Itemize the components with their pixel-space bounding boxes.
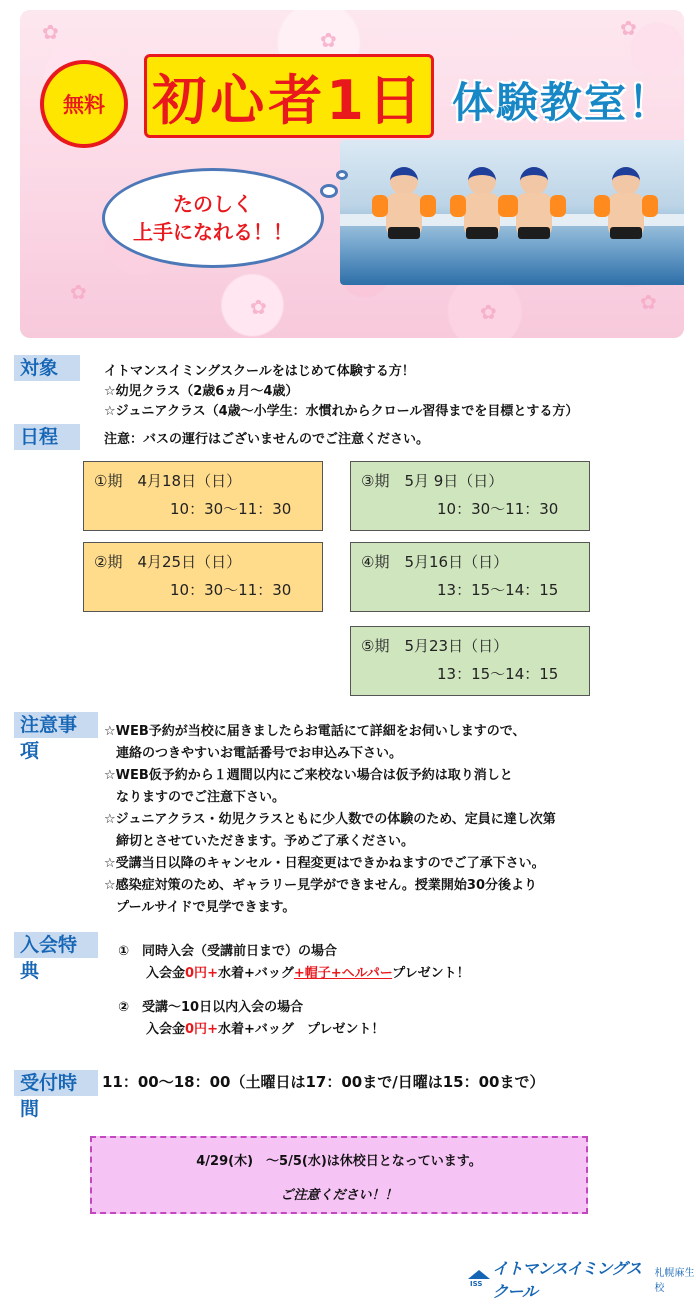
bubble-line: たのしく (173, 192, 253, 216)
slot-date: ②期 4月25日（日） (94, 553, 242, 571)
slot-date: ③期 5月 9日（日） (361, 472, 504, 490)
thought-dot (320, 184, 338, 198)
headline: 初心者1日 (144, 54, 434, 138)
schedule-slot (83, 542, 323, 612)
bubble-line: 上手になれる！！ (133, 220, 293, 244)
note-line: プールサイドで見学できます。 (116, 900, 296, 915)
slot-date: ⑤期 5月23日（日） (361, 637, 509, 655)
target-line: ☆幼児クラス（2歳6ヵ月～4歳） (104, 384, 299, 399)
cherry-blossom-icon: ✿ (620, 16, 637, 40)
reception-hours: 11：00～18：00（土曜日は17：00まで/日曜は15：00まで） (102, 1073, 545, 1091)
note-line: 連絡のつきやすいお電話番号でお申込み下さい。 (116, 746, 403, 761)
schedule-note: 注意：バスの運行はございませんのでご注意ください。 (104, 432, 430, 447)
slot-time: 10：30～11：30 (170, 581, 292, 599)
holiday-notice (90, 1136, 588, 1214)
slot-date: ①期 4月18日（日） (94, 472, 242, 490)
schedule-slot (83, 461, 323, 531)
section-label-benefits: 入会特典 (14, 932, 98, 958)
branch-name: 札幌麻生校 (654, 1268, 695, 1294)
slot-time: 13：15～14：15 (437, 581, 559, 599)
slot-date: ④期 5月16日（日） (361, 553, 509, 571)
note-line: ☆WEB仮予約から１週間以内にご来校ない場合は仮予約は取り消しと (104, 768, 513, 783)
note-line: ☆受講当日以降のキャンセル・日程変更はできかねますのでご了承下さい。 (104, 856, 545, 871)
note-line: ☆ジュニアクラス・幼児クラスともに少人数での体験のため、定員に達し次第 (104, 812, 556, 827)
thought-dot (336, 170, 348, 180)
thought-bubble (102, 168, 324, 268)
benefit-detail: 入会金0円+水着+バッグ プレゼント！ (146, 1022, 385, 1037)
target-line: ☆ジュニアクラス（4歳～小学生：水慣れからクロール習得までを目標とする方） (104, 404, 579, 419)
notice-line: 4/29(木) ～5/5(水)は休校日となっています。 (196, 1154, 482, 1169)
benefit-detail: 入会金0円+水着+バッグ+帽子+ヘルパープレゼント！ (146, 966, 470, 981)
target-line: イトマンスイミングスクールをはじめて体験する方！ (104, 364, 415, 379)
benefit-title: ② 受講～10日以内入会の場合 (118, 1000, 304, 1015)
note-line: ☆感染症対策のため、ギャラリー見学ができません。授業開始30分後より (104, 878, 538, 893)
brand-name: イトマンスイミングスクール (492, 1259, 641, 1301)
hero-banner (20, 10, 684, 338)
cherry-blossom-icon: ✿ (320, 28, 337, 52)
free-badge: 無料 (40, 60, 128, 148)
cherry-blossom-icon: ✿ (42, 20, 59, 44)
schedule-slot (350, 626, 590, 696)
note-line: ☆WEB予約が当校に届きましたらお電話にて詳細をお伺いしますので、 (104, 724, 526, 739)
section-label-hours: 受付時間 (14, 1070, 98, 1096)
kids-pool-photo (340, 140, 684, 285)
note-line: 締切とさせていただきます。予めご了承ください。 (116, 834, 414, 849)
slot-time: 13：15～14：15 (437, 665, 559, 683)
note-line: なりますのでご注意下さい。 (116, 790, 286, 805)
cherry-blossom-icon: ✿ (70, 280, 87, 304)
schedule-slot (350, 542, 590, 612)
slot-time: 10：30～11：30 (437, 500, 559, 518)
section-label-notes: 注意事項 (14, 712, 98, 738)
subheadline: 体験教室！ (452, 78, 673, 127)
school-logo (468, 1256, 696, 1302)
cherry-blossom-icon: ✿ (640, 290, 657, 314)
benefit-title: ① 同時入会（受講前日まで）の場合 (118, 944, 338, 959)
notice-line: ご注意ください！！ (280, 1188, 398, 1203)
section-label-schedule: 日程 (14, 424, 80, 450)
cherry-blossom-icon: ✿ (480, 300, 497, 324)
schedule-slot (350, 461, 590, 531)
slot-time: 10：30～11：30 (170, 500, 292, 518)
cherry-blossom-icon: ✿ (250, 295, 267, 319)
iss-logo-icon: ISS (468, 1270, 486, 1288)
section-label-target: 対象 (14, 355, 80, 381)
